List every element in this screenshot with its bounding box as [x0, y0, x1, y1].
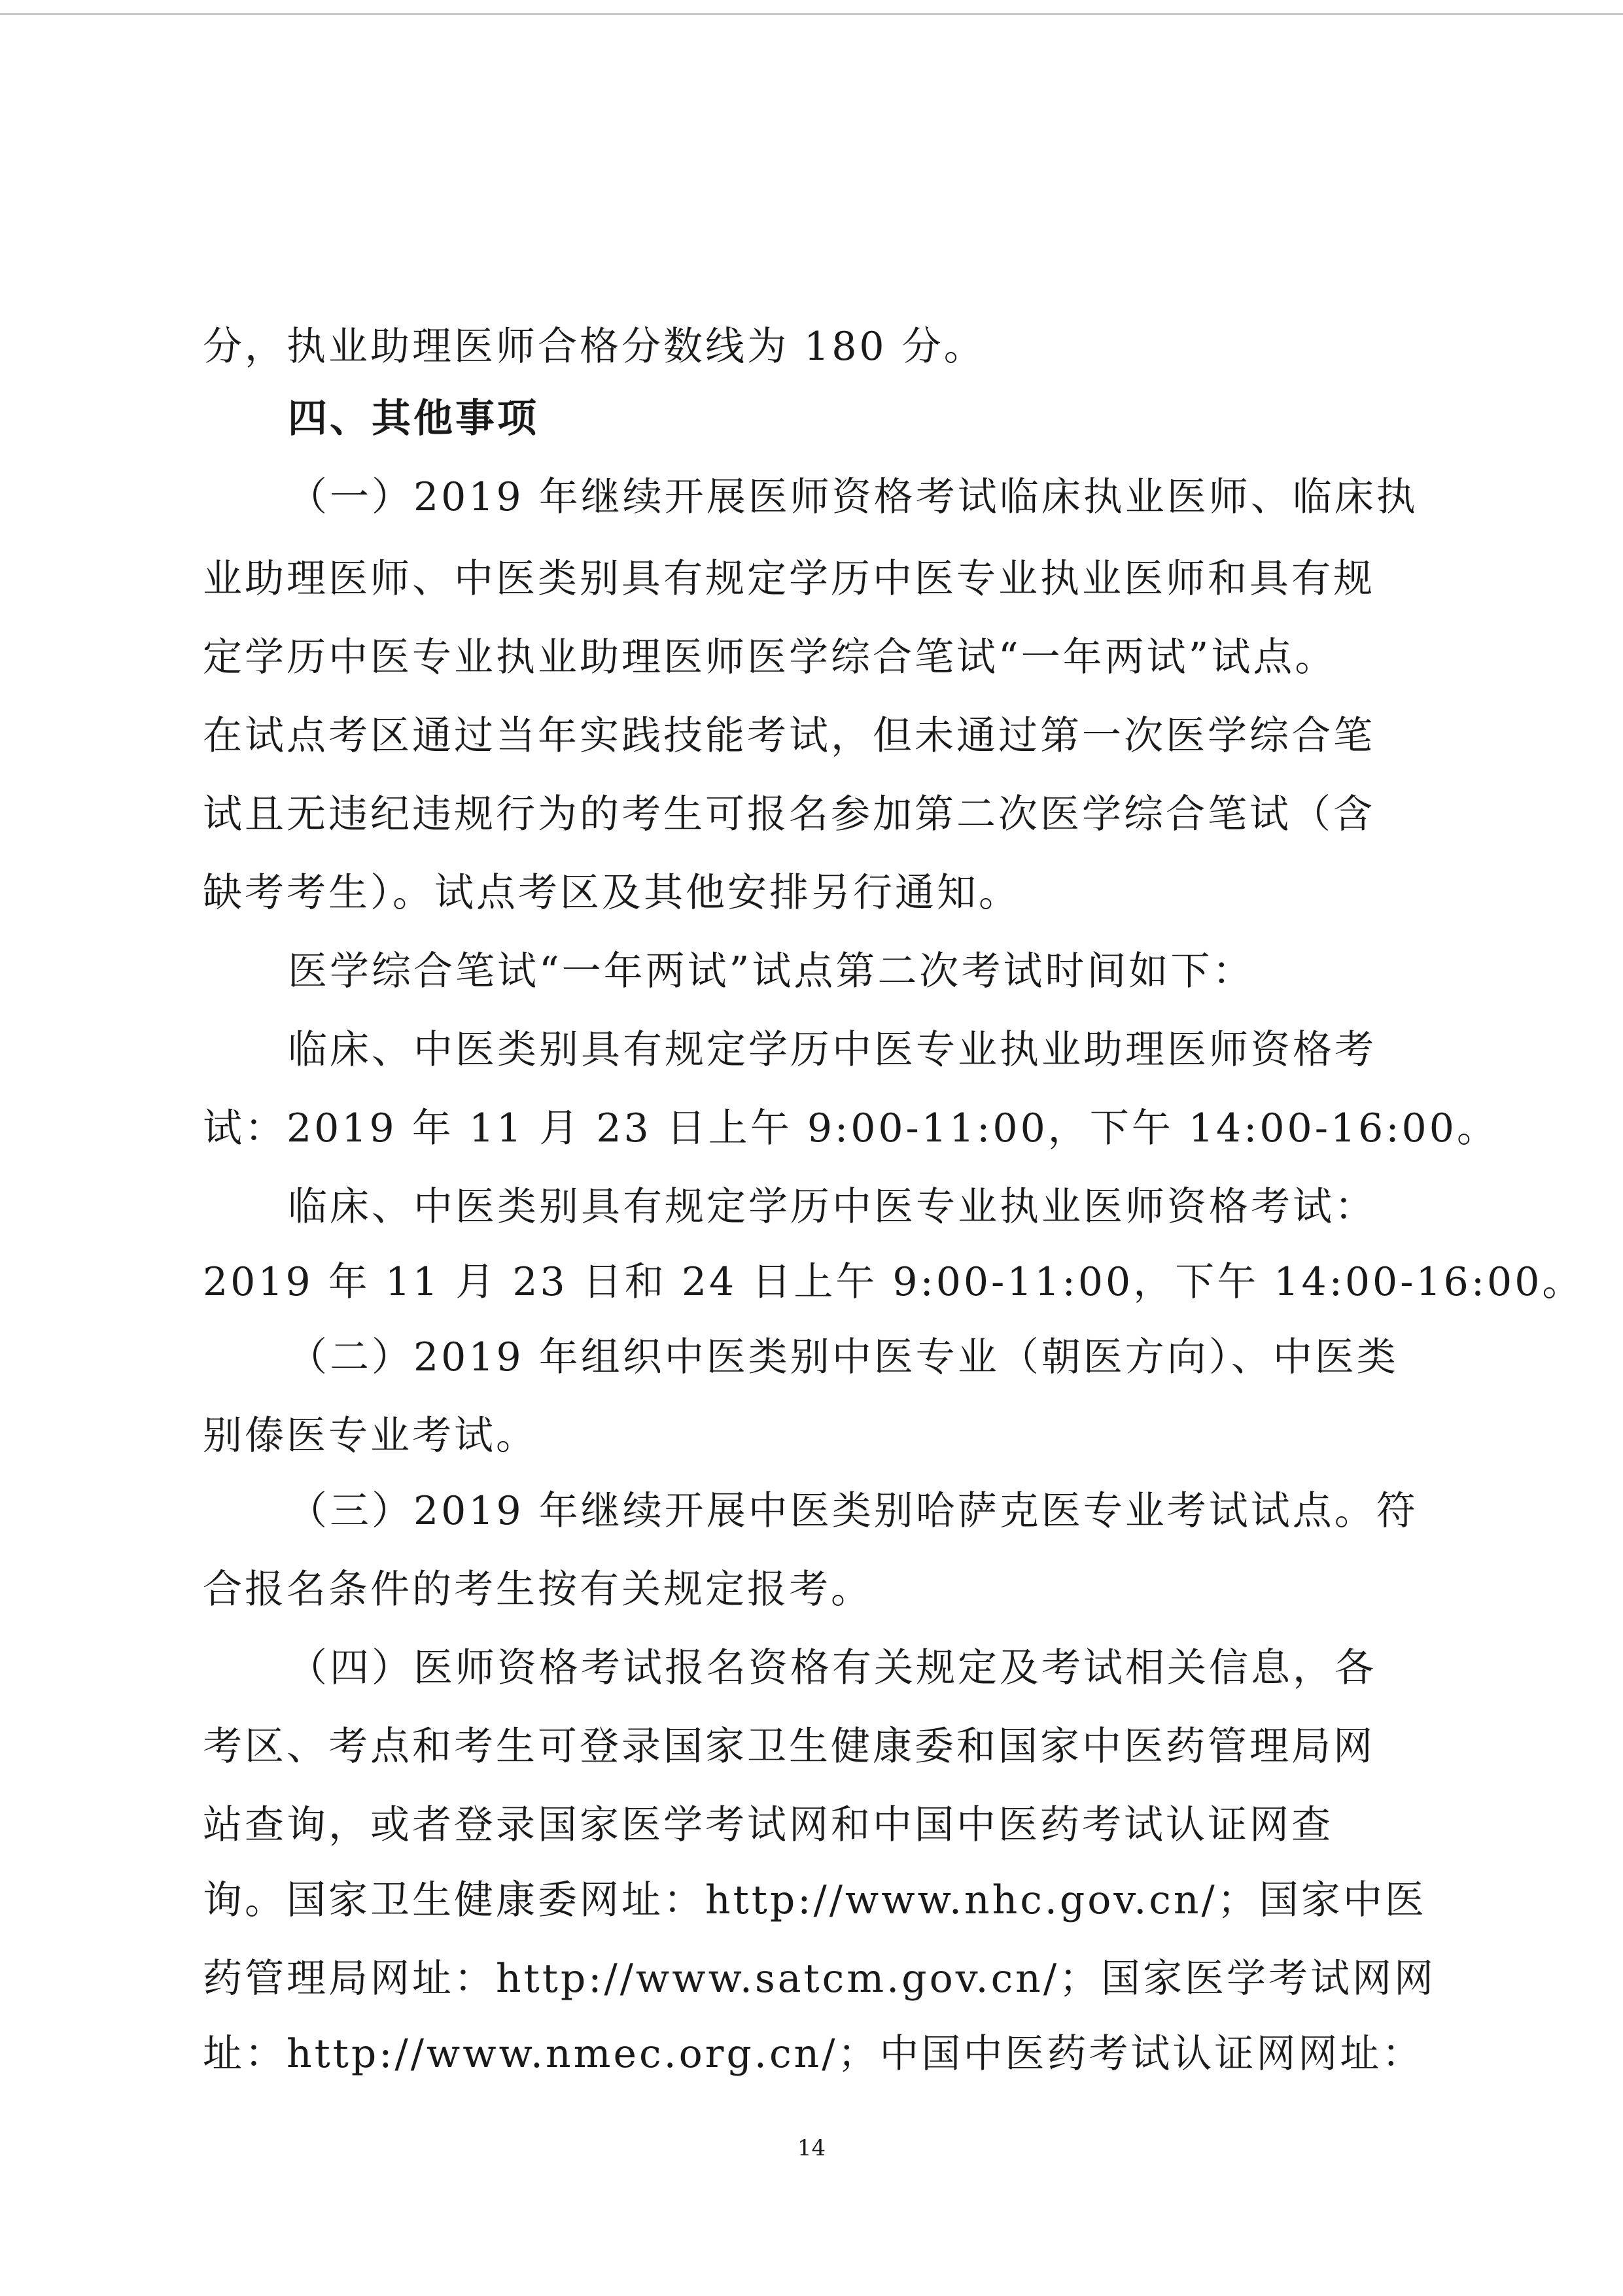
- text-line: （三）2019 年继续开展中医类别哈萨克医专业考试试点。符: [288, 1488, 1418, 1534]
- text-line: 试：2019 年 11 月 23 日上午 9:00-11:00，下午 14:00-16:00。: [203, 1105, 1499, 1151]
- text-line: 药管理局网址：http://www.satcm.gov.cn/；国家医学考试网网: [203, 1956, 1437, 2002]
- text-line: 医学综合笔试“一年两试”试点第二次考试时间如下：: [288, 948, 1255, 994]
- text-line: 临床、中医类别具有规定学历中医专业执业医师资格考试：: [288, 1184, 1376, 1230]
- text-line: （四）医师资格考试报名资格有关规定及考试相关信息，各: [288, 1645, 1376, 1691]
- section-heading: 四、其他事项: [288, 396, 539, 442]
- text-line: 缺考考生）。试点考区及其他安排另行通知。: [203, 870, 1021, 916]
- text-line: 临床、中医类别具有规定学历中医专业执业助理医师资格考: [288, 1027, 1376, 1073]
- text-line: 分，执业助理医师合格分数线为 180 分。: [203, 324, 986, 370]
- text-line: 试且无违纪违规行为的考生可报名参加第二次医学综合笔试（含: [203, 791, 1375, 837]
- text-line: 询。国家卫生健康委网址：http://www.nhc.gov.cn/；国家中医: [203, 1877, 1427, 1923]
- text-line: 考区、考点和考生可登录国家卫生健康委和国家中医药管理局网: [203, 1724, 1375, 1769]
- text-line: （一）2019 年继续开展医师资格考试临床执业医师、临床执: [288, 474, 1418, 520]
- text-line: 合报名条件的考生按有关规定报考。: [203, 1567, 873, 1612]
- text-line: （二）2019 年组织中医类别中医专业（朝医方向）、中医类: [288, 1334, 1399, 1380]
- page-number: 14: [797, 2135, 826, 2161]
- text-line: 站查询，或者登录国家医学考试网和中国中医药考试认证网查: [203, 1802, 1333, 1848]
- text-line: 址：http://www.nmec.org.cn/；中国中医药考试认证网网址：: [203, 2031, 1424, 2077]
- text-line: 定学历中医专业执业助理医师医学综合笔试“一年两试”试点。: [203, 635, 1337, 680]
- text-line: 2019 年 11 月 23 日和 24 日上午 9:00-11:00，下午 14:00-16:00。: [203, 1259, 1584, 1305]
- text-line: 在试点考区通过当年实践技能考试，但未通过第一次医学综合笔: [203, 713, 1375, 759]
- text-line: 别傣医专业考试。: [203, 1413, 538, 1459]
- text-line: 业助理医师、中医类别具有规定学历中医专业执业医师和具有规: [203, 556, 1375, 602]
